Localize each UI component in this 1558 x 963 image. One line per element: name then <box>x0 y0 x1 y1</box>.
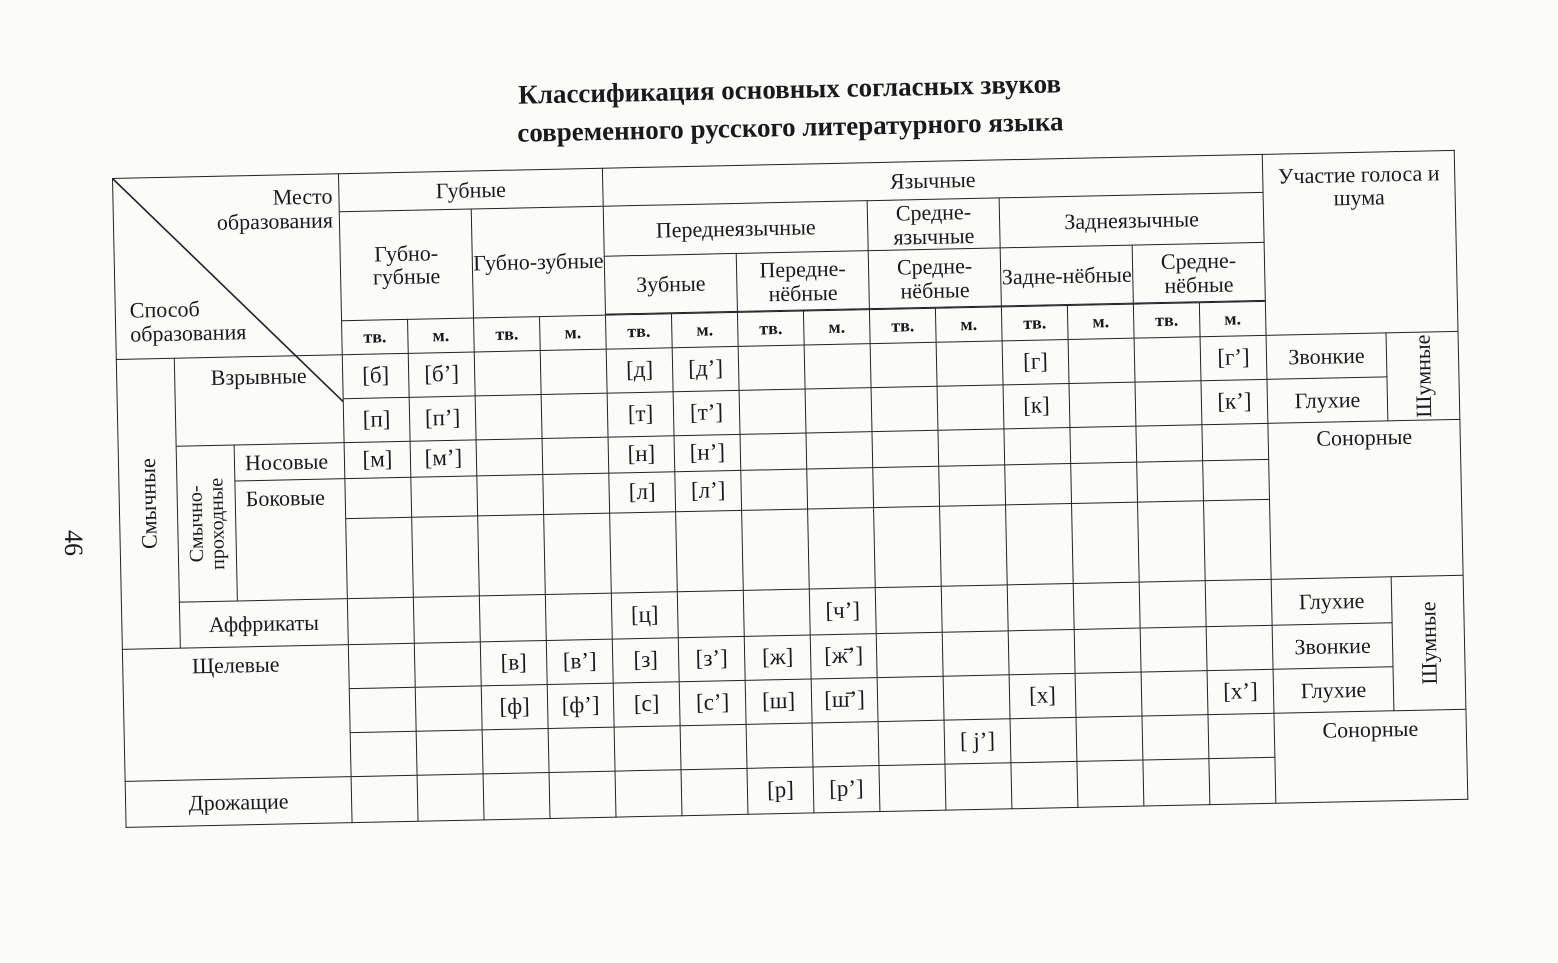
empty-cell <box>1007 583 1074 630</box>
stops-label: Смычные <box>134 458 162 550</box>
empty-cell <box>1137 461 1204 502</box>
empty-cell <box>1135 381 1202 426</box>
sound-cell: [ш̄’] <box>811 678 878 723</box>
sound-cell: [з’] <box>678 636 745 681</box>
empty-cell <box>1136 425 1203 462</box>
empty-cell <box>1010 717 1077 762</box>
empty-cell <box>614 726 681 771</box>
empty-cell <box>1076 716 1143 761</box>
sound-cell: [ф] <box>481 684 548 729</box>
empty-cell <box>540 349 607 394</box>
noisy-label: Шумные <box>1409 334 1437 418</box>
sound-cell: [к’] <box>1201 379 1268 424</box>
soft-label: м. <box>1199 301 1266 336</box>
empty-cell <box>483 772 550 819</box>
empty-cell <box>345 477 412 518</box>
empty-cell <box>417 774 484 821</box>
sound-cell: [б] <box>342 353 409 398</box>
empty-cell <box>548 727 615 772</box>
empty-cell <box>879 764 946 811</box>
empty-cell <box>876 632 943 677</box>
noisy-group <box>1391 575 1466 710</box>
empty-cell <box>1206 625 1273 670</box>
page-title <box>379 61 1200 154</box>
hard-label: тв. <box>1001 306 1068 341</box>
empty-cell <box>1073 582 1140 629</box>
corner-header <box>113 174 343 360</box>
sound-cell: [ж] <box>744 635 811 680</box>
front-lingual-header: Переднеязычные <box>603 201 868 257</box>
sound-cell: [м’] <box>410 440 477 477</box>
empty-cell <box>543 473 610 514</box>
place-of-articulation-label: Место образования <box>216 183 334 235</box>
empty-cell <box>1138 501 1206 582</box>
voiced-label: Звонкие <box>1272 623 1393 670</box>
empty-cell <box>676 510 744 591</box>
empty-cell <box>414 642 481 687</box>
empty-cell <box>411 476 478 517</box>
empty-cell <box>1070 426 1137 463</box>
plosive-label: Взрывные <box>174 355 344 446</box>
empty-cell <box>1205 579 1272 626</box>
mid-lingual-header: Средне-язычные <box>867 198 1000 251</box>
voiced-label: Звонкие <box>1266 333 1387 380</box>
sound-cell: [ш] <box>745 679 812 724</box>
empty-cell <box>808 508 876 589</box>
sound-cell: [д’] <box>672 346 739 391</box>
empty-cell <box>1143 759 1210 806</box>
empty-cell <box>875 586 942 633</box>
bilabial-header: Губно-губные <box>339 209 473 321</box>
sound-cell: [х’] <box>1207 669 1274 714</box>
consonant-table <box>112 150 1468 828</box>
empty-cell <box>1203 459 1270 500</box>
empty-cell <box>804 344 871 389</box>
sound-cell: [р] <box>747 767 814 814</box>
empty-cell <box>416 730 483 775</box>
empty-cell <box>936 341 1003 386</box>
empty-cell <box>351 775 418 822</box>
empty-cell <box>878 720 945 765</box>
affricates-label: Аффрикаты <box>179 599 348 649</box>
voiceless-label: Глухие <box>1271 577 1392 626</box>
title-line-1: Классификация основных согласных звуков <box>517 68 1062 110</box>
empty-cell <box>478 515 546 596</box>
empty-cell <box>1006 503 1074 584</box>
soft-label: м. <box>671 312 738 347</box>
back-palatal-header: Задне-нёбные <box>1000 245 1133 306</box>
soft-label: м. <box>539 315 606 350</box>
sound-cell: [г’] <box>1200 335 1267 380</box>
empty-cell <box>477 475 544 516</box>
empty-cell <box>348 643 415 688</box>
front-palatal-header: Передне-нёбные <box>736 251 869 312</box>
empty-cell <box>1069 382 1136 427</box>
empty-cell <box>677 590 744 637</box>
empty-cell <box>1072 502 1140 583</box>
empty-cell <box>1134 337 1201 382</box>
hard-label: тв. <box>737 311 804 346</box>
empty-cell <box>743 589 810 636</box>
sound-cell: [ч’] <box>809 588 876 635</box>
page-number: 46 <box>59 530 88 556</box>
empty-cell <box>610 512 678 593</box>
empty-cell <box>805 388 872 433</box>
sound-cell: [в’] <box>546 639 613 684</box>
empty-cell <box>412 516 480 597</box>
empty-cell <box>870 342 937 387</box>
hard-label: тв. <box>1133 303 1200 338</box>
empty-cell <box>942 631 1009 676</box>
sound-cell: [т] <box>607 392 674 437</box>
empty-cell <box>806 432 873 469</box>
sound-cell: [с] <box>613 682 680 727</box>
empty-cell <box>1005 463 1072 504</box>
empty-cell <box>1139 581 1206 628</box>
mid-palatal-header: Средне-нёбные <box>868 248 1001 309</box>
stop-passage-label: Смычно-проходные <box>183 477 229 570</box>
sound-cell: [г] <box>1002 340 1069 385</box>
empty-cell <box>874 506 942 587</box>
empty-cell <box>945 763 1012 810</box>
mid-palatal2-header: Средне-нёбные <box>1132 242 1265 303</box>
sound-cell: [р’] <box>813 766 880 813</box>
empty-cell <box>1208 713 1275 758</box>
sound-cell: [м] <box>344 441 411 478</box>
empty-cell <box>1075 672 1142 717</box>
empty-cell <box>413 596 480 643</box>
empty-cell <box>349 687 416 732</box>
empty-cell <box>346 517 414 598</box>
sound-cell: [з] <box>612 638 679 683</box>
empty-cell <box>871 386 938 431</box>
empty-cell <box>740 433 807 470</box>
soft-label: м. <box>408 318 475 353</box>
sound-cell: [п’] <box>409 396 476 441</box>
sound-cell: [н’] <box>674 434 741 471</box>
empty-cell <box>1077 760 1144 807</box>
noisy-group <box>1386 331 1460 420</box>
empty-cell <box>873 466 940 507</box>
empty-cell <box>476 439 543 476</box>
empty-cell <box>474 351 541 396</box>
empty-cell <box>544 513 612 594</box>
sound-cell: [ф’] <box>547 683 614 728</box>
hard-label: тв. <box>474 317 541 352</box>
empty-cell <box>1202 423 1269 460</box>
empty-cell <box>877 676 944 721</box>
empty-cell <box>549 771 616 818</box>
sound-cell: [б’] <box>408 352 475 397</box>
empty-cell <box>1004 427 1071 464</box>
empty-cell <box>872 430 939 467</box>
sound-cell: [д] <box>606 348 673 393</box>
manner-of-articulation-label: Способ образования <box>129 295 247 347</box>
sound-cell: [к] <box>1003 384 1070 429</box>
empty-cell <box>937 385 1004 430</box>
empty-cell <box>1068 338 1135 383</box>
voice-noise-header: Участие голоса и шума <box>1262 150 1458 335</box>
sound-cell: [л] <box>609 472 676 513</box>
nasal-label: Носовые <box>234 443 345 481</box>
empty-cell <box>812 722 879 767</box>
empty-cell <box>938 429 1005 466</box>
lingual-header: Язычные <box>602 154 1263 206</box>
sound-cell: [т’] <box>673 390 740 435</box>
voiceless-label: Глухие <box>1273 667 1394 714</box>
empty-cell <box>941 585 1008 632</box>
sonorant-label: Сонорные <box>1268 419 1463 579</box>
soft-label: м. <box>1067 304 1134 339</box>
empty-cell <box>347 597 414 644</box>
hard-label: тв. <box>605 314 672 349</box>
sonorant-label: Сонорные <box>1274 709 1468 803</box>
voiceless-label: Глухие <box>1267 377 1388 424</box>
sound-cell: [п] <box>343 397 410 442</box>
empty-cell <box>415 686 482 731</box>
back-lingual-header: Заднеязычные <box>999 192 1264 248</box>
empty-cell <box>541 393 608 438</box>
sound-cell: [н] <box>608 436 675 473</box>
empty-cell <box>741 469 808 510</box>
empty-cell <box>681 768 748 815</box>
empty-cell <box>943 675 1010 720</box>
empty-cell <box>746 723 813 768</box>
sound-cell: [ j’] <box>944 719 1011 764</box>
empty-cell <box>475 395 542 440</box>
empty-cell <box>615 770 682 817</box>
empty-cell <box>1008 629 1075 674</box>
empty-cell <box>1141 671 1208 716</box>
empty-cell <box>1142 715 1209 760</box>
title-line-2: современного русского литературного языка <box>516 106 1064 148</box>
trills-label: Дрожащие <box>125 777 352 828</box>
empty-cell <box>739 389 806 434</box>
sound-cell: [л’] <box>675 470 742 511</box>
dental-header: Зубные <box>604 253 737 314</box>
empty-cell <box>1071 462 1138 503</box>
noisy-label: Шумные <box>1415 601 1442 685</box>
soft-label: м. <box>803 310 870 345</box>
empty-cell <box>807 468 874 509</box>
empty-cell <box>680 724 747 769</box>
sound-cell: [в] <box>480 641 547 686</box>
empty-cell <box>1140 627 1207 672</box>
hard-label: тв. <box>342 319 409 354</box>
empty-cell <box>482 728 549 773</box>
stop-passage-group <box>176 445 237 602</box>
empty-cell <box>1011 761 1078 808</box>
empty-cell <box>350 731 417 776</box>
empty-cell <box>939 465 1006 506</box>
empty-cell <box>742 509 810 590</box>
empty-cell <box>940 505 1008 586</box>
soft-label: м. <box>935 307 1002 342</box>
empty-cell <box>479 595 546 642</box>
empty-cell <box>1203 499 1271 580</box>
hard-label: тв. <box>869 308 936 343</box>
sound-cell: [с’] <box>679 680 746 725</box>
sound-cell: [х] <box>1009 673 1076 718</box>
empty-cell <box>1074 628 1141 673</box>
empty-cell <box>542 437 609 474</box>
empty-cell <box>1209 757 1276 804</box>
empty-cell <box>738 345 805 390</box>
sound-cell: [ж̄’] <box>810 634 877 679</box>
fricatives-label: Щелевые <box>122 645 351 782</box>
sound-cell: [ц] <box>611 592 678 639</box>
empty-cell <box>545 593 612 640</box>
lateral-label: Боковые <box>235 479 347 601</box>
labial-header: Губные <box>338 168 603 212</box>
labiodental-header: Губно-зубные <box>471 206 605 318</box>
